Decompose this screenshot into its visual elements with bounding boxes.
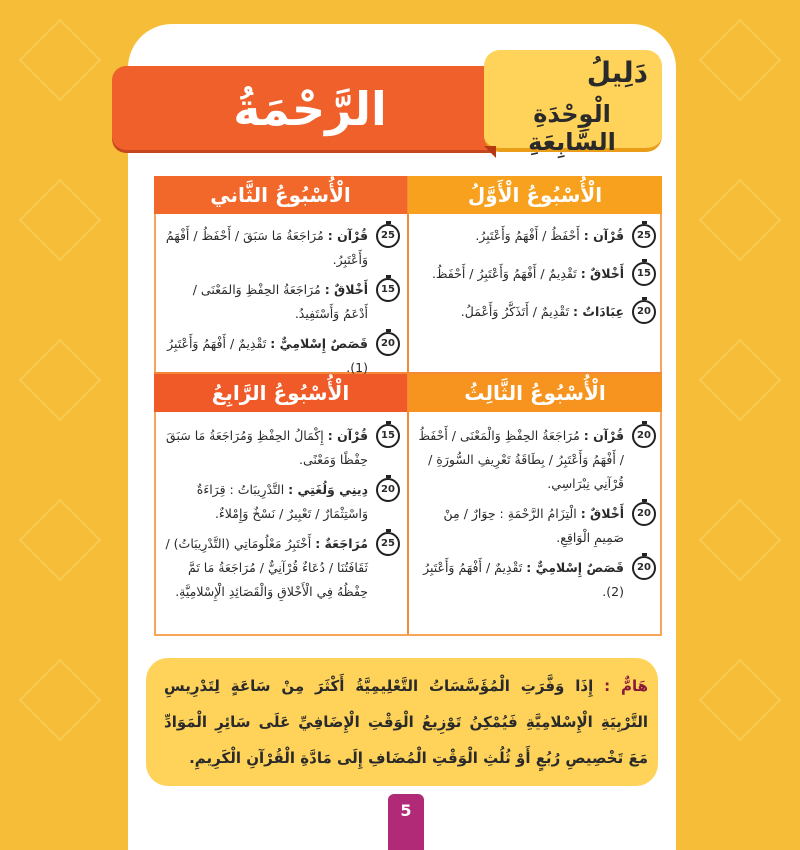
subject-label: قَصَصٌ إِسْلامِيٌّ : [526,560,624,575]
list-item [164,224,400,272]
week-4-cell [164,424,400,610]
week-3-heading: الْأُسْبُوعُ الثَّالِثُ [408,374,662,412]
activity-text: مُرَاجَعَةُ الحِفْظِ وَالمَعْنَى / أَدْعَمُ وَأَسْتَفِيدُ. [192,282,368,321]
week-1-cell [418,224,656,330]
week-1-heading: الْأُسْبُوعُ الْأَوَّلُ [408,176,662,214]
subject-label: دِينِي وَلُغَتِي : [288,482,368,497]
stopwatch-icon: 15 [632,262,656,286]
activity-text: أَخْتَبِرُ مَعْلُومَاتِي (التَّدْرِيبَاتُ) / ثَقَافَتُنَا / دُعَاءٌ قُرْآنِيٌّ / مُرَاجَعَةُ مَا تَمَّ حِفْظُهُ فِي الْأَخْلاقِ وَالْقَصَائِدِ الْإِسْلامِيَّةِ. [165,536,368,599]
list-item [418,424,656,496]
activity-text: الْتِزَامُ الرَّحْمَةِ : حِوَارٌ / مِنْ صَمِيمِ الْوَاقِعِ. [443,506,624,545]
important-note [164,668,648,776]
stopwatch-icon: 15 [376,424,400,448]
stopwatch-icon: 20 [632,300,656,324]
activity-text: تَقْدِيمٌ / أَتَذَكَّرُ وَأَعْمَلُ. [460,304,574,319]
note-body: إِذَا وَفَّرَتِ الْمُؤَسَّسَاتُ التَّعْلِيمِيَّةُ أَكْثَرَ مِنْ سَاعَةٍ لِتَدْرِيسِ التَّرْبِيَةِ الْإِسْلامِيَّةِ فَيُمْكِنُ تَوْزِيعُ الْوَقْتِ الْإِضَافِيِّ عَلَى سَائِرِ الْمَوَادِّ مَعَ تَخْصِيصِ رُبُعٍ أَوْ ثُلُثِ الْوَقْتِ الْمُضَافِ إِلَى مَادَّةِ الْقُرْآنِ الْكَرِيمِ. [164,677,648,767]
stopwatch-icon: 20 [632,424,656,448]
stopwatch-icon: 20 [632,502,656,526]
stopwatch-icon: 15 [376,278,400,302]
list-item [418,502,656,550]
subject-label: قُرْآن : [583,428,624,443]
list-item [164,278,400,326]
stopwatch-icon: 20 [632,556,656,580]
page-title: الرَّحْمَةُ [233,82,387,136]
subject-label: قُرْآن : [327,428,368,443]
week-3-cell [418,424,656,610]
subject-label: أَخْلاقٌ : [580,266,624,281]
week-2-heading: الْأُسْبُوعُ الثَّاني [154,176,407,214]
activity-text: إِكْمَالُ الحِفْظِ وَمُرَاجَعَةُ مَا سَبَقَ حِفْظًا وَمَعْنًى. [166,428,368,467]
guide-label: دَلِيلُ [586,56,648,89]
subject-label: أَخْلاقٌ : [324,282,368,297]
subject-label: قَصَصٌ إِسْلامِيٌّ : [270,336,368,351]
activity-text: التَّدْرِيبَاتُ : قِرَاءَةٌ وَاسْتِثْمَارٌ / تَعْبِيرٌ / نَسْخٌ وَإِمْلاءٌ. [196,482,368,521]
list-item [418,300,656,324]
list-item [164,424,400,472]
stopwatch-icon: 20 [376,478,400,502]
week-2-cell [164,224,400,386]
unit-label: الْوِحْدَةِ السَّابِعَةِ [528,100,616,156]
stopwatch-icon: 20 [376,332,400,356]
activity-text: تَقْدِيمٌ / أَفْهَمُ وَأَعْتَبِرُ / أَحْفَظُ. [431,266,581,281]
list-item [418,224,656,248]
subject-label: قُرْآن : [583,228,624,243]
subject-label: عِبَادَاتٌ : [573,304,624,319]
subject-label: أَخْلاقٌ : [580,506,624,521]
list-item [164,532,400,604]
activity-text: مُرَاجَعَةُ الحِفْظِ وَالْمَعْنَى / أَحْفَظُ / أَفْهَمُ وَأَعْتَبِرُ / بِطَاقَةُ تَعْرِيفِ السُّورَةِ / قُرْآنِي نِبْرَاسِي. [418,428,624,491]
activity-text: أَحْفَظُ / أَفْهَمُ وَأَعْتَبِرُ. [475,228,584,243]
grid-border-bottom [154,634,662,636]
stopwatch-icon: 25 [632,224,656,248]
list-item [418,556,656,604]
activity-text: تَقْدِيمٌ / أَفْهَمُ وَأَعْتَبِرُ (1). [167,336,368,375]
note-lead: هَامٌّ : [604,677,648,695]
subject-label: قُرْآن : [327,228,368,243]
list-item [418,262,656,286]
activity-text: مُرَاجَعَةُ مَا سَبَقَ / أَحْفَظُ / أَفْهَمُ وَأَعْتَبِرُ. [165,228,368,267]
list-item [164,478,400,526]
page-number: 5 [388,794,424,850]
list-item [164,332,400,380]
subject-label: مُرَاجَعَةٌ : [315,536,368,551]
week-4-heading: الْأُسْبُوعُ الرَّابِعُ [154,374,407,412]
activity-text: تَقْدِيمٌ / أَفْهَمُ وَأَعْتَبِرُ (2). [423,560,624,599]
stopwatch-icon: 25 [376,224,400,248]
stopwatch-icon: 25 [376,532,400,556]
